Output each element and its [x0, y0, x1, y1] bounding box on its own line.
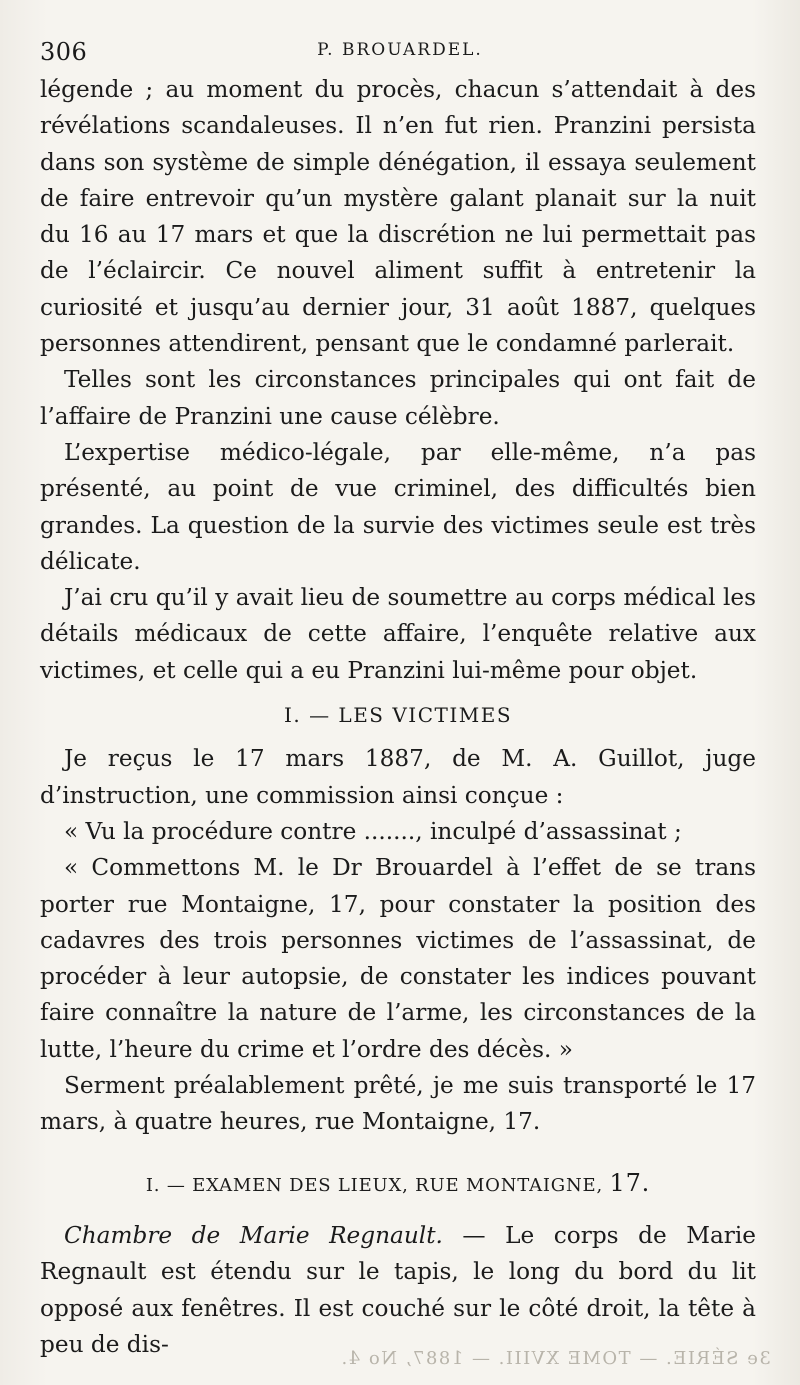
paragraph	[40, 1218, 756, 1363]
bleed-through-footer: 3e SÉRIE. — TOME XVIII. — 1887, No 4.	[340, 1348, 771, 1369]
paragraph: Telles sont les circonstances principales qui ont fait de l’affaire de Pranzini une cause célèbre.	[40, 366, 756, 430]
subsection-heading-number: 17.	[609, 1168, 651, 1197]
paragraph: Je reçus le 17 mars 1887, de M. A. Guillot, juge d’instruction, une commission ainsi conçue :	[40, 745, 756, 809]
quotation-line: « Vu la procédure contre ......., inculpé d’assassinat ;	[64, 817, 682, 845]
running-head: P. BROUARDEL.	[317, 40, 483, 60]
page-number: 306	[40, 38, 88, 66]
page-header	[40, 30, 760, 70]
paragraph: légende ; au moment du procès, chacun s’attendait à des révélations scandaleuses. Il n’en fut rien. Pranzini persista dans son système de simple dénégation, il essaya seulement de faire entrevoir qu’un mystère galant planait sur la nuit du 16 au 17 mars et que la discrétion ne lui permettait pas de l’éclaircir. Ce nouvel aliment suffit à entretenir la curiosité et jusqu’au dernier jour, 31 août 1887, quelques personnes attendirent, pensant que le condamné parlerait.	[40, 76, 756, 358]
section-heading: I. — LES VICTIMES	[283, 703, 513, 728]
subsection-heading-label: I. — EXAMEN DES LIEUX, RUE MONTAIGNE,	[145, 1174, 604, 1196]
paragraph-rest: — Le corps de Marie Regnault est étendu sur le tapis, le long du bord du lit opposé aux fenêtres. Il est couché sur le côté droit, la tête à peu de dis-	[40, 1221, 756, 1358]
subsection-heading	[40, 1165, 756, 1204]
quotation-paragraph: « Commettons M. le Dr Brouardel à l’effet de se trans porter rue Montaigne, 17, pour constater la position des cadavres des trois personnes victimes de l’assassinat, de procéder à leur autopsie, de constater les indices pouvant faire connaître la nature de l’arme, les circonstances de la lutte, l’heure du crime et l’ordre des décès. »	[40, 854, 756, 1063]
paragraph: J’ai cru qu’il y avait lieu de soumettre au corps médical les détails médicaux de cette affaire, l’enquête relative aux victimes, et celle qui a eu Pranzini lui-même pour objet.	[40, 584, 756, 684]
body-text	[40, 72, 756, 1363]
paragraph: L’expertise médico-légale, par elle-même, n’a pas présenté, au point de vue criminel, des difficultés bien grandes. La question de la survie des victimes seule est très délicate.	[40, 438, 756, 575]
paragraph-lead-italic: Chambre de Marie Regnault.	[64, 1221, 443, 1249]
paragraph: Serment préalablement prêté, je me suis transporté le 17 mars, à quatre heures, rue Montaigne, 17.	[40, 1072, 756, 1136]
